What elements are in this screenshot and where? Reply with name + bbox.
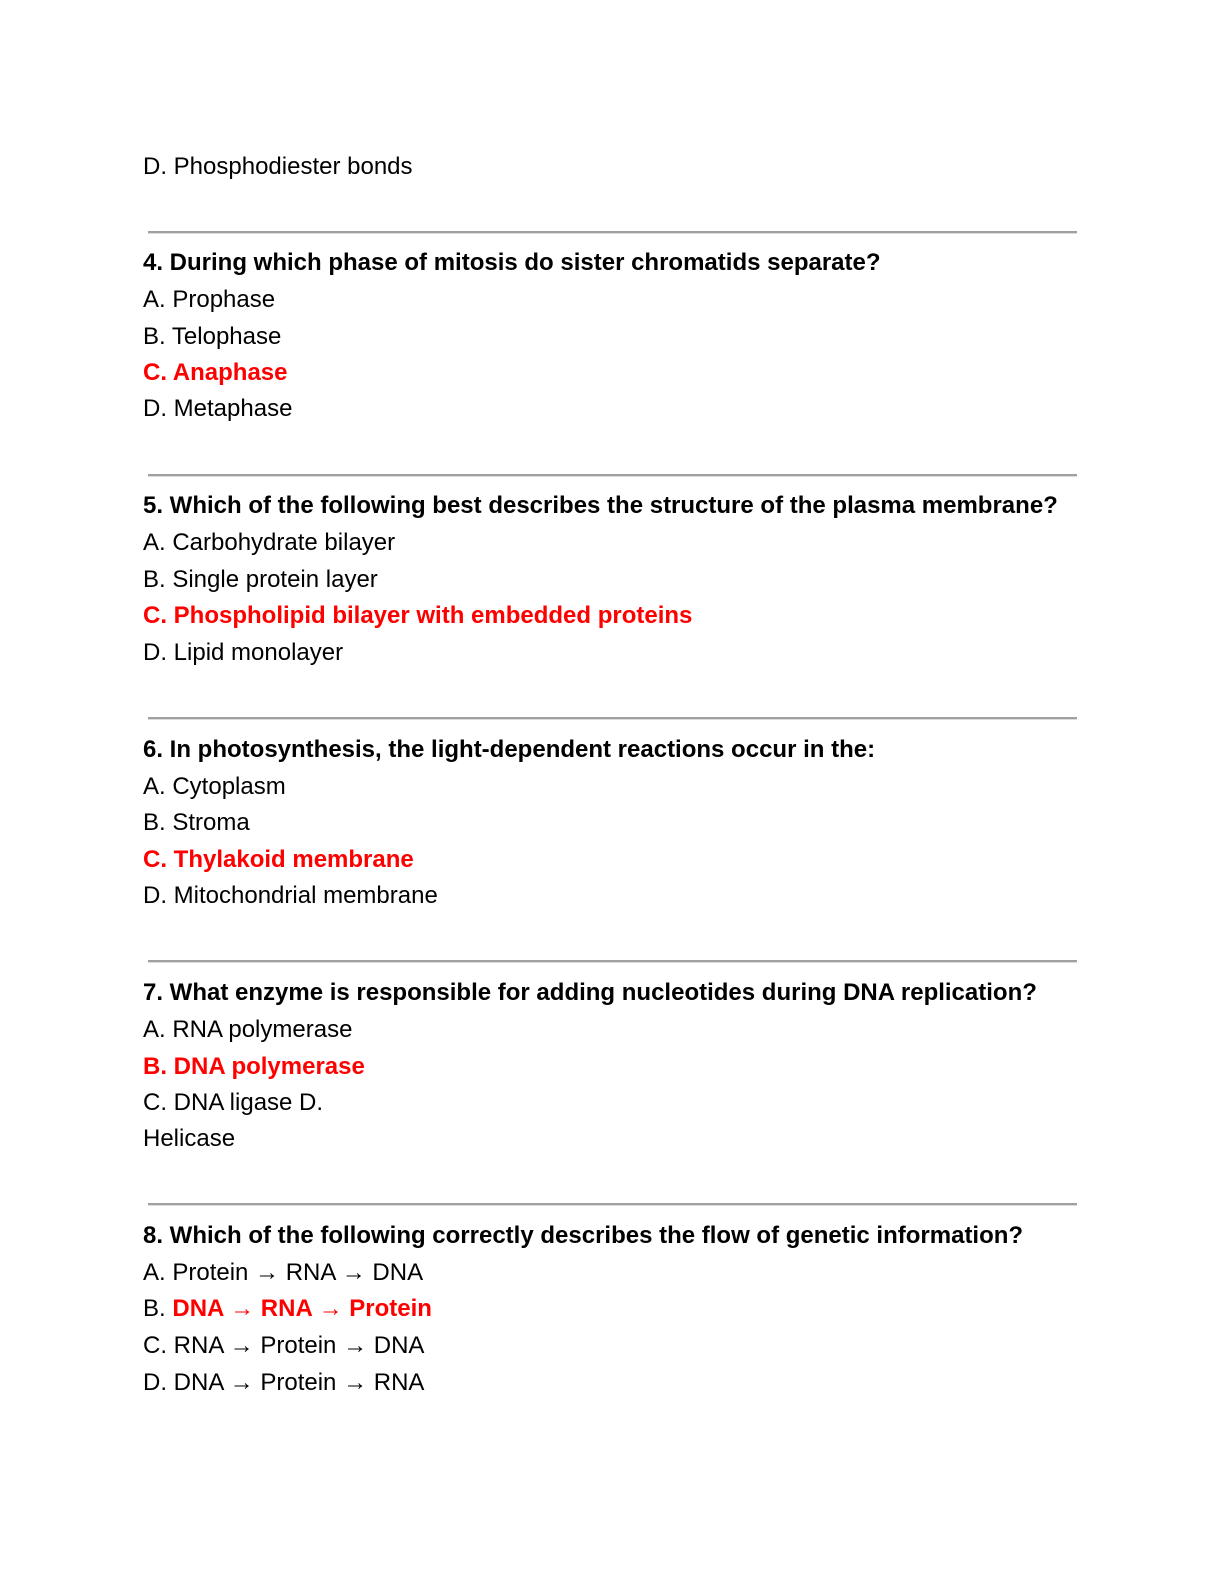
question-7-text: 7. What enzyme is responsible for adding nucleotides during DNA replication? — [143, 979, 1037, 1006]
question-6-text: 6. In photosynthesis, the light-dependent reactions occur in the: — [143, 736, 876, 763]
question-8-option-b — [143, 1294, 432, 1324]
question-8-option-a: A. Protein → RNA → DNA — [143, 1259, 424, 1286]
question-7-option-d: Helicase — [143, 1125, 236, 1152]
question-4-option-d: D. Metaphase — [143, 395, 293, 422]
divider — [148, 474, 1077, 477]
question-4-option-b: B. Telophase — [143, 323, 282, 350]
divider — [148, 1203, 1077, 1206]
question-5-option-b: B. Single protein layer — [143, 566, 378, 593]
question-6-option-b: B. Stroma — [143, 809, 250, 836]
question-8-text: 8. Which of the following correctly describes the flow of genetic information? — [143, 1222, 1024, 1249]
question-5-text: 5. Which of the following best describes the structure of the plasma membrane? — [143, 492, 1058, 519]
question-5-option-a: A. Carbohydrate bilayer — [143, 529, 396, 556]
question-4-option-c-correct: C. Anaphase — [143, 359, 288, 386]
question-4-option-a: A. Prophase — [143, 286, 276, 313]
question-6-option-c-correct: C. Thylakoid membrane — [143, 846, 414, 873]
question-7-option-a: A. RNA polymerase — [143, 1016, 353, 1043]
question-4-text: 4. During which phase of mitosis do sister chromatids separate? — [143, 249, 881, 276]
q3-option-d: D. Phosphodiester bonds — [143, 153, 413, 180]
question-5-option-c-correct: C. Phospholipid bilayer with embedded proteins — [143, 602, 693, 629]
divider — [148, 231, 1077, 234]
question-5-option-d: D. Lipid monolayer — [143, 639, 344, 666]
question-7-option-c: C. DNA ligase D. — [143, 1089, 324, 1116]
divider — [148, 960, 1077, 963]
question-8-option-d: D. DNA → Protein → RNA — [143, 1369, 425, 1396]
question-7-option-b-correct: B. DNA polymerase — [143, 1053, 365, 1080]
question-8-option-b-correct: DNA → RNA → Protein — [172, 1295, 432, 1322]
question-6-option-a: A. Cytoplasm — [143, 773, 286, 800]
divider — [148, 717, 1077, 720]
question-8-option-c: C. RNA → Protein → DNA — [143, 1332, 425, 1359]
question-6-option-d: D. Mitochondrial membrane — [143, 882, 438, 909]
question-8-option-b-prefix: B. — [143, 1295, 166, 1322]
